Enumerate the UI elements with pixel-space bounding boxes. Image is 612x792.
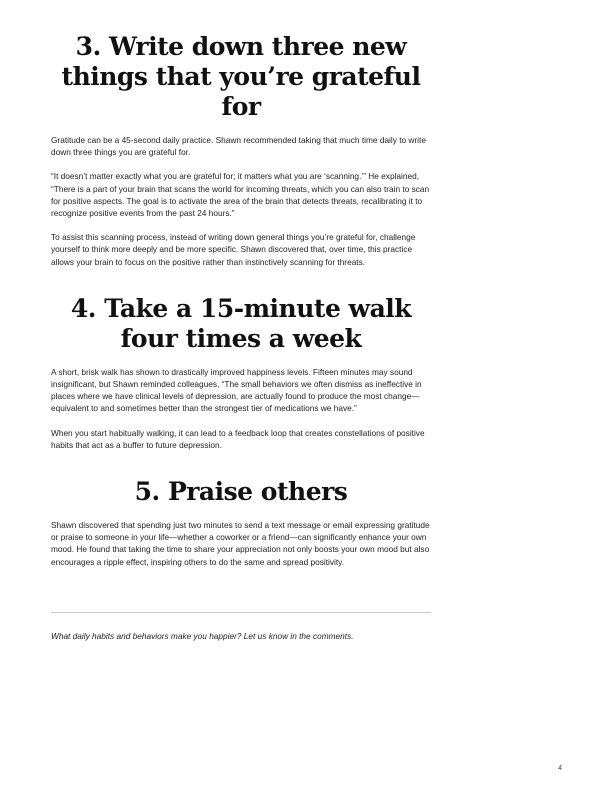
body-paragraph: “It doesn’t matter exactly what you are grateful for; it matters what you are ‘scanning.’” He explained, “There is a part of your brain that scans the world for incoming threats, which you can also train to scan for positive aspects. The goal is to activate the area of the brain that detects threats, recalibrating it to recognize positive events from the past 24 hours.” — [51, 171, 430, 219]
section-heading — [51, 32, 431, 122]
section-heading — [51, 477, 431, 507]
body-paragraph: Gratitude can be a 45-second daily practice. Shawn recommended taking that much time daily to write down three things you are grateful for. — [51, 135, 426, 158]
section-gratitude — [51, 32, 431, 268]
section-praise — [51, 477, 431, 568]
closing-prompt: What daily habits and behaviors make you happier? Let us know in the comments. — [51, 630, 354, 641]
body-paragraph: To assist this scanning process, instead of writing down general things you’re grateful for, challenge yourself to think more deeply and be more specific. Shawn discovered that, over time, this practice allows your brain to focus on the positive rather than instinctively scanning for threats. — [51, 232, 416, 267]
heading-line: four times a week — [120, 323, 362, 353]
page-number: 4 — [558, 765, 562, 772]
body-paragraph: When you start habitually walking, it can lead to a feedback loop that creates constellations of positive habits that act as a buffer to future depression. — [51, 427, 425, 450]
heading-line: 5. Praise others — [134, 477, 348, 507]
heading-line: 3. Write down three new — [75, 32, 407, 61]
section-walk — [51, 294, 431, 451]
heading-line: 4. Take a 15-minute walk — [70, 293, 412, 323]
body-paragraph: Shawn discovered that spending just two minutes to send a text message or email expressing gratitude or praise to someone in your life—whether a coworker or a friend—can significantly enhance your own mood. He found that taking the time to share your appreciation not only boosts your own mood but also encourages a ripple effect, inspiring others to do the same and spread positivity. — [51, 520, 430, 567]
heading-line: things that you’re grateful for — [61, 62, 421, 121]
document-page — [51, 32, 431, 642]
body-paragraph: A short, brisk walk has shown to drastically improved happiness levels. Fifteen minutes may sound insignificant, but Shawn reminded colleagues, “The small behaviors we often dismiss as ineffective in places where we have clinical levels of depression, are actually found to produce the most change—equivalent to and sometimes better than the strongest tier of medications we have.” — [51, 366, 422, 414]
section-heading — [51, 294, 431, 354]
divider — [51, 612, 431, 613]
